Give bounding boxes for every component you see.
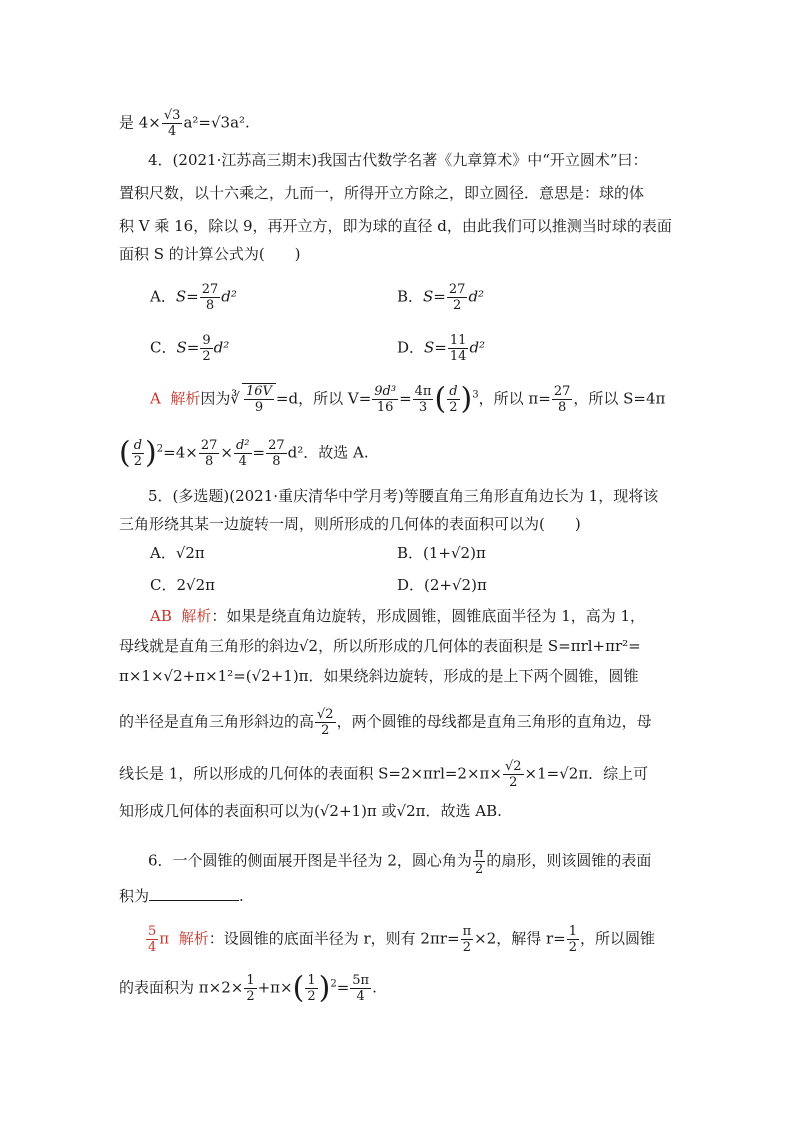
q5-option-d: D．(2+√2)π (397, 576, 487, 594)
q5-answer: AB (150, 607, 172, 625)
q4-solution-line2: ( $\frac{d}{2}$ )$^2$=4× $\frac{27}{8}$ × $\frac{\text{d²}}{4}$ = $\frac{27}{8}$ d²．故选 A. (119, 435, 369, 471)
q4-stem-line3: 积 V 乘 16，除以 9，再开立方，即为球的直径 d，由此我们可以推测当时球的表面 (119, 217, 672, 235)
solution-label: 解析 (178, 929, 209, 948)
q5-solution-line2: 母线就是直角三角形的斜边√2，所以所形成的几何体的表面积是 S=πrl+πr²= (119, 637, 641, 655)
q6-stem-line2: 积为 . (119, 887, 244, 905)
q6-stem-line1: 6．一个圆锥的侧面展开图是半径为 2，圆心角为 $\frac{\pi}{2}$ 的扇形，则该圆锥的表面 (148, 846, 652, 877)
q6-solution-line2: 的表面积为 π×2× $\frac{1}{2}$ +π×( $\frac{1}{2}$ )$^2$= $\frac{5\pi}{4}$ . (119, 970, 377, 1006)
q5-solution-line6: 知形成几何体的表面积可以为(√2+1)π 或√2π．故选 AB. (119, 802, 502, 820)
intro-text: 是 4× (119, 113, 161, 132)
q5-option-c: C．2√2π (150, 576, 215, 594)
q4-stem-line2: 置积尺数，以十六乘之，九而一，所得开立方除之，即立圆径．意思是：球的体 (119, 184, 645, 202)
q5-solution-line4: 的半径是直角三角形斜边的高 $\frac{√2}{2}$ ，两个圆锥的母线都是直角三角形的直角边，母 (119, 707, 652, 738)
fraction: $\frac{√3}{4}$ (163, 108, 181, 139)
intro-line (119, 108, 250, 139)
solution-label: 解析 (170, 389, 201, 408)
q5-option-a: A．√2π (150, 544, 205, 562)
q4-stem-line1: 4．(2021·江苏高三期末)我国古代数学名著《九章算术》中“开立圆术”曰： (148, 151, 648, 169)
q6-solution-line1: $\frac{5}{4}$ π 解析：设圆锥的底面半径为 r，则有 2πr= $\frac{\pi}{2}$ ×2，解得 r= $\frac{1}{2}$ ，所以圆锥 (148, 924, 656, 955)
q4-stem-line4: 面积 S 的计算公式为( ) (119, 245, 301, 263)
q4-option-d: D．S= $\frac{11}{14}$ d² (397, 333, 486, 364)
q4-option-a: A．S= $\frac{27}{8}$ d² (150, 282, 237, 313)
answer-blank (149, 886, 239, 901)
solution-label: 解析 (181, 607, 212, 625)
q5-solution-line5: 线长是 1，所以形成的几何体的表面积 S=2×πrl=2×π× $\frac{√2}{2}$ ×1=√2π．综上可 (119, 759, 649, 790)
q4-answer: A (150, 389, 161, 408)
q5-solution-line3: π×1×√2+π×1²=(√2+1)π．如果绕斜边旋转，形成的是上下两个圆锥，圆锥 (119, 667, 639, 685)
q4-solution-line1: A 解析因为∛ $\frac{16V}{9}$ =d，所以 V= $\frac{\text{9d³}}{16}$ = $\frac{4\pi}{3}$ ( $\frac{d}{2}$ )$^3$，所以 π= $\frac{27}{8}$ ，所以 S=4π (150, 381, 666, 417)
q4-option-c: C．S= $\frac{9}{2}$ d² (150, 333, 230, 364)
q5-solution-line1: AB 解析：如果是绕直角边旋转，形成圆锥，圆锥底面半径为 1，高为 1， (150, 607, 646, 625)
q5-stem-line1: 5．(多选题)(2021·重庆清华中学月考)等腰直角三角形直角边长为 1，现将该 (148, 487, 659, 505)
q5-stem-line2: 三角形绕其某一边旋转一周，则所形成的几何体的表面积可以为( ) (119, 515, 581, 533)
q6-answer: $\frac{5}{4}$ (148, 924, 157, 955)
q5-option-b: B．(1+√2)π (397, 544, 486, 562)
q4-option-b: B．S= $\frac{27}{2}$ d² (397, 282, 485, 313)
intro-text-rest: a²=√3a². (183, 113, 250, 132)
